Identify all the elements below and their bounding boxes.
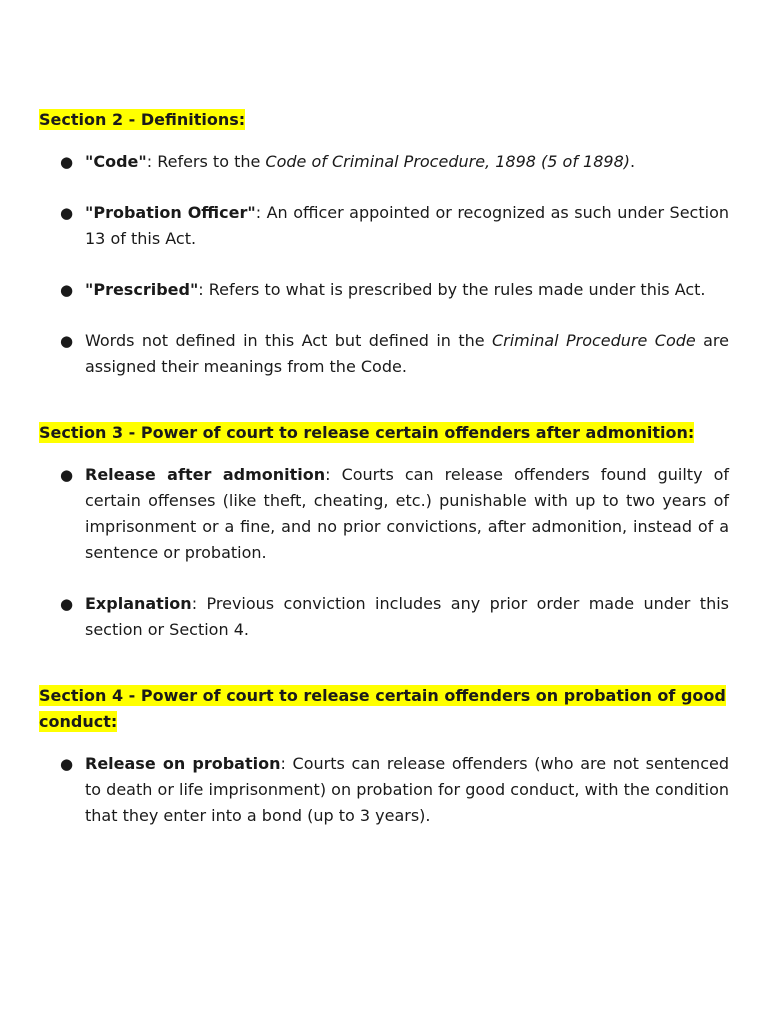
list-item-prescribed-definition [39, 277, 729, 303]
definition-text-end: . [630, 152, 636, 171]
bullet-icon: ● [60, 204, 74, 222]
list-item-undefined-words [39, 328, 729, 380]
list-item-explanation [39, 591, 729, 643]
bullet-icon: ● [60, 332, 74, 350]
bullet-icon: ● [60, 153, 74, 171]
bullet-icon: ● [60, 595, 74, 613]
list-item-code-definition [39, 149, 729, 175]
definition-text: : Refers to what is prescribed by the rules made under this Act. [198, 280, 706, 299]
italic-reference: Criminal Procedure Code [491, 331, 696, 350]
definition-text: Words not defined in this Act but defined in the [85, 331, 492, 350]
definition-text: : Courts can release offenders found guilty of certain offenses (like theft, cheating, etc.) punishable with up to two years of imprisonment or a fine, and no prior convictions, after admonition, instead of a sentence or probation. [85, 465, 729, 562]
definition-text: : Refers to the [146, 152, 266, 171]
term-explanation: Explanation [85, 594, 192, 613]
section-3-list [39, 462, 729, 643]
term-release-on-probation: Release on probation [85, 754, 281, 773]
term-prescribed: "Prescribed" [85, 280, 199, 299]
definition-text-end: are assigned their meanings from the Code. [85, 331, 730, 376]
section-3-heading [39, 420, 729, 446]
term-probation-officer: "Probation Officer" [85, 203, 256, 222]
section-2-list [39, 149, 729, 380]
bullet-icon: ● [60, 755, 74, 773]
definition-text: : Courts can release offenders (who are not sentenced to death or life imprisonment) on probation for good conduct, with the condition that they enter into a bond (up to 3 years). [85, 754, 729, 825]
list-item-probation-officer-definition [39, 200, 729, 252]
definition-text: : Previous conviction includes any prior order made under this section or Section 4. [85, 594, 729, 639]
term-release-after-admonition: Release after admonition [85, 465, 326, 484]
term-code: "Code" [85, 152, 147, 171]
section-2-heading [39, 107, 729, 133]
section-4-heading [39, 683, 729, 735]
section-3-heading-text: Section 3 - Power of court to release certain offenders after admonition: [39, 423, 695, 442]
section-4-heading-text: Section 4 - Power of court to release certain offenders on probation of good conduct: [39, 686, 726, 731]
list-item-release-after-admonition [39, 462, 729, 566]
document-page [39, 107, 729, 829]
section-2-heading-text: Section 2 - Definitions: [39, 110, 246, 129]
definition-text: : An officer appointed or recognized as such under Section 13 of this Act. [85, 203, 730, 248]
list-item-release-on-probation [39, 751, 729, 829]
bullet-icon: ● [60, 466, 74, 484]
bullet-icon: ● [60, 281, 74, 299]
italic-reference: Code of Criminal Procedure, 1898 (5 of 1898) [265, 152, 630, 171]
section-4-list [39, 751, 729, 829]
